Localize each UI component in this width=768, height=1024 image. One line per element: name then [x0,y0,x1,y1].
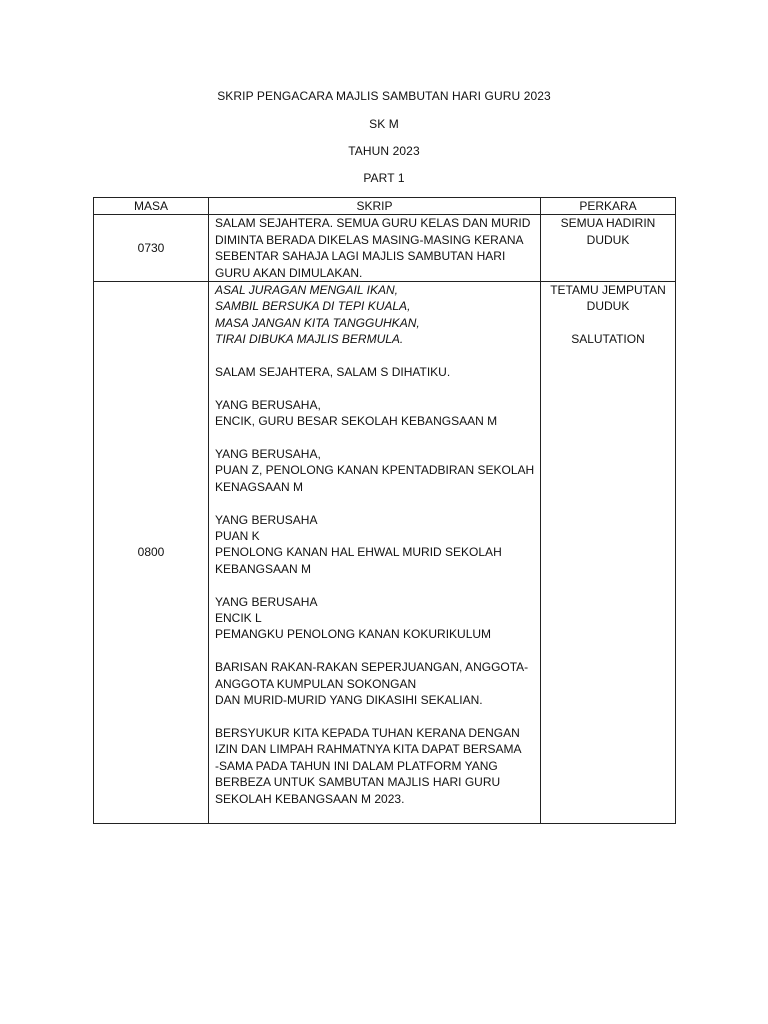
table-row [94,215,676,282]
salutation-line: PEMANGKU PENOLONG KANAN KOKURIKULUM [215,627,492,642]
salutation-line: YANG BERUSAHA [215,594,318,609]
perkara-cell [541,282,676,824]
salutation-line: PENOLONG KANAN HAL EHWAL MURID SEKOLAH [215,545,502,560]
skrip-line: DIMINTA BERADA DIKELAS MASING-MASING KERANA [215,232,524,247]
salutation-line: ANGGOTA KUMPULAN SOKONGAN [215,676,417,691]
skrip-line: GURU AKAN DIMULAKAN. [215,265,363,280]
document-title: SKRIP PENGACARA MAJLIS SAMBUTAN HARI GURU 2023 [217,89,551,103]
script-table [93,197,676,824]
salutation-line: PUAN Z, PENOLONG KANAN KPENTADBIRAN SEKOLAH [215,463,535,478]
salutation-line: YANG BERUSAHA [215,512,318,527]
perkara-line: DUDUK [586,232,630,247]
spacer [215,380,534,396]
year-heading: TAHUN 2023 [348,144,420,158]
salutation-line: PUAN K [215,529,260,544]
skrip-cell [209,282,541,824]
perkara-line: TETAMU JEMPUTAN [550,283,666,298]
spacer [215,430,534,446]
column-header-perkara: PERKARA [541,198,676,215]
spacer [547,315,669,331]
pantun-line: SAMBIL BERSUKA DI TEPI KUALA, [215,299,411,314]
column-header-skrip: SKRIP [209,198,541,215]
salutation-line: KENAGSAAN M [215,479,304,494]
salutation-line: BARISAN RAKAN-RAKAN SEPERJUANGAN, ANGGOTA- [215,660,529,675]
salutation-line: YANG BERUSAHA, [215,447,321,462]
pantun-line: ASAL JURAGAN MENGAIL IKAN, [215,283,398,298]
table-row [94,282,676,824]
perkara-note: SALUTATION [571,332,645,347]
column-header-masa: MASA [94,198,209,215]
table-header-row [94,198,676,215]
greeting-line: SALAM SEJAHTERA, SALAM S DIHATIKU. [215,365,451,380]
pantun-line: TIRAI DIBUKA MAJLIS BERMULA. [215,332,404,347]
spacer [215,709,534,725]
spacer [215,348,534,364]
perkara-cell [541,215,676,282]
skrip-line: SALAM SEJAHTERA. SEMUA GURU KELAS DAN MURID [215,216,531,231]
spacer [215,577,534,593]
closing-line: BERBEZA UNTUK SAMBUTAN MAJLIS HARI GURU [215,775,501,790]
spacer [215,643,534,659]
part-heading: PART 1 [363,171,405,185]
masa-cell: 0800 [94,282,209,824]
salutation-line: DAN MURID-MURID YANG DIKASIHI SEKALIAN. [215,693,483,708]
closing-line: -SAMA PADA TAHUN INI DALAM PLATFORM YANG [215,758,498,773]
salutation-line: ENCIK L [215,611,262,626]
perkara-line: SEMUA HADIRIN [560,216,656,231]
spacer [215,495,534,511]
closing-line: BERSYUKUR KITA KEPADA TUHAN KERANA DENGAN [215,725,520,740]
closing-line: SEKOLAH KEBANGSAAN M 2023. [215,791,405,806]
school-name: SK M [369,117,399,131]
masa-cell: 0730 [94,215,209,282]
salutation-line: YANG BERUSAHA, [215,397,321,412]
pantun-line: MASA JANGAN KITA TANGGUHKAN, [215,315,420,330]
skrip-cell [209,215,541,282]
salutation-line: ENCIK, GURU BESAR SEKOLAH KEBANGSAAN M [215,414,498,429]
perkara-line: DUDUK [586,299,630,314]
skrip-line: SEBENTAR SAHAJA LAGI MAJLIS SAMBUTAN HARI [215,249,506,264]
salutation-line: KEBANGSAAN M [215,561,312,576]
closing-line: IZIN DAN LIMPAH RAHMATNYA KITA DAPAT BERSAMA [215,742,522,757]
